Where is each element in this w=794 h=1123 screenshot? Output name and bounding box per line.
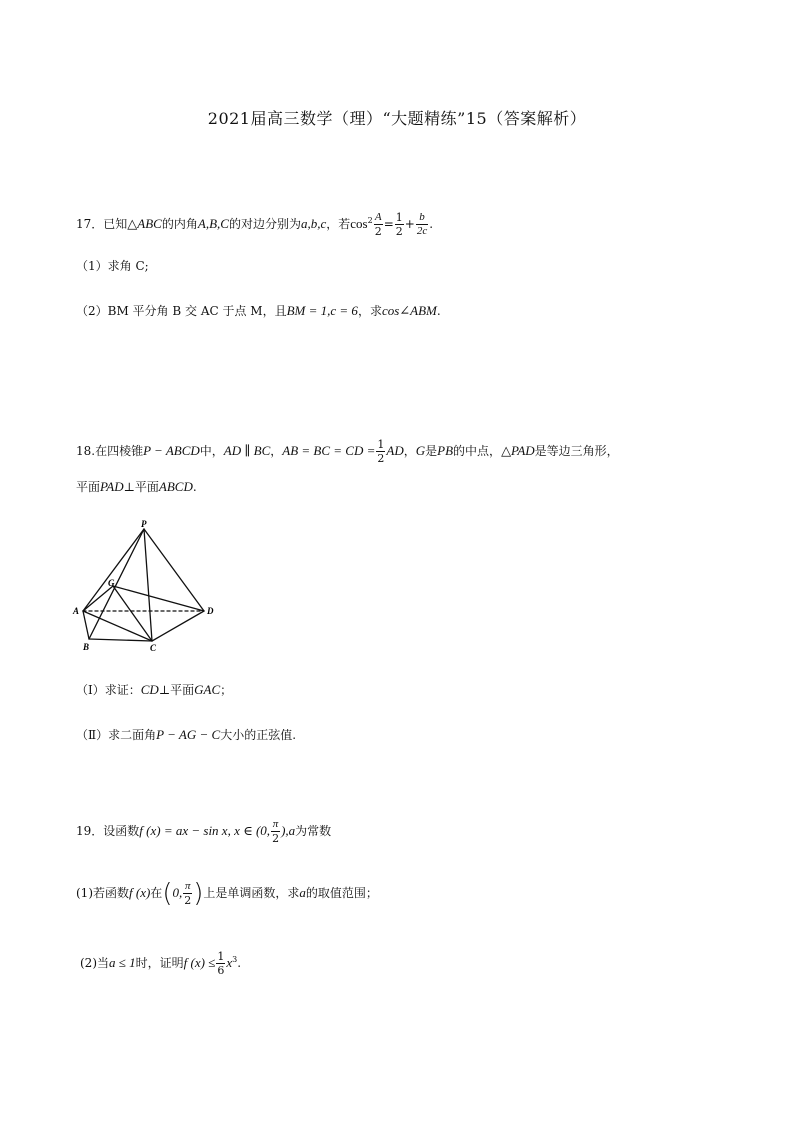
fraction-1-over-2: $\frac{1}{2}$ — [377, 438, 385, 465]
edge-pc — [144, 529, 152, 641]
edge-cd — [152, 611, 204, 641]
fraction-b-over-2c: $\frac{b}{2c}$ — [416, 211, 428, 237]
q19-part2: (2)当a ≤ 1时，证明f (x) ≤ $\frac{1}{6}$ $x^3$. — [80, 950, 242, 977]
right-paren: ) — [193, 878, 204, 909]
q18-part1: （Ⅰ）求证：CD⊥平面GAC； — [76, 682, 233, 697]
q19-part1: (1)若函数f (x)在(0, $\frac{\pi}{2}$ )上是单调函数，求a的取值范围； — [76, 878, 378, 909]
fraction-1-over-6: $\frac{1}{6}$ — [217, 950, 225, 977]
vertex-label-d: D — [207, 606, 214, 616]
vertex-label-a: A — [73, 606, 80, 616]
q17-stem: 17．已知△ABC的内角A,B,C的对边分别为a,b,c，若$\cos^2$ $\frac{A}{2}$ = $\frac{1}{2}$ + $\frac{b}{2c}$ . — [76, 211, 434, 238]
edge-ab — [83, 611, 89, 639]
left-paren: ( — [162, 878, 173, 909]
q19-stem: 19．设函数f (x) = ax − sin x, x ∈ (0, $\frac{\pi}{2}$ ),a为常数 — [76, 818, 332, 845]
vertex-label-c: C — [150, 643, 157, 653]
q18-stem-line2: 平面PAD⊥平面ABCD. — [76, 479, 197, 494]
edge-gd — [113, 586, 204, 611]
fraction-pi-over-2: $\frac{\pi}{2}$ — [184, 880, 192, 907]
page-title: 2021届高三数学（理）“大题精练”15（答案解析） — [207, 109, 587, 128]
vertex-label-p: P — [141, 520, 147, 529]
fraction-1-over-2: $\frac{1}{2}$ — [395, 211, 403, 238]
fraction-pi-over-2: $\frac{\pi}{2}$ — [272, 818, 280, 845]
edge-pd — [144, 529, 204, 611]
edge-bc — [89, 639, 152, 641]
q17-part2: （2）BM 平分角 B 交 AC 于点 M，且BM = 1,c = 6，求cos∠ABM. — [76, 303, 441, 318]
fraction-a-over-2: $\frac{A}{2}$ — [374, 211, 382, 238]
q18-part2: （Ⅱ）求二面角P − AG − C大小的正弦值. — [76, 727, 297, 742]
vertex-label-b: B — [83, 642, 90, 652]
edge-pa — [83, 529, 144, 611]
pyramid-figure — [70, 520, 230, 655]
edge-pb — [89, 529, 144, 639]
q17-part1: （1）求角 C; — [76, 259, 149, 273]
q18-stem-line1: 18.在四棱锥P − ABCD中，AD ∥ BC，AB = BC = CD = $\frac{1}{2}$ AD，G是PB的中点，△PAD是等边三角形， — [76, 438, 619, 465]
vertex-label-g: G — [108, 578, 115, 588]
